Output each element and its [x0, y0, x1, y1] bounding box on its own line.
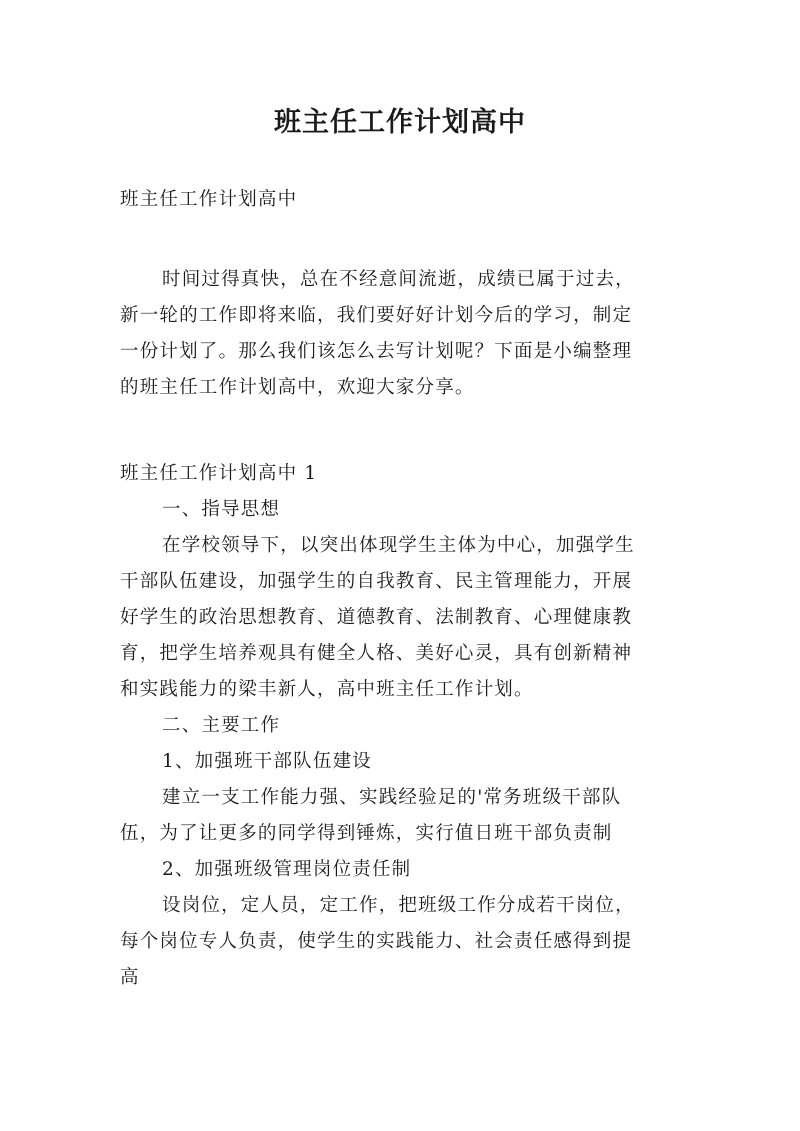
document-title: 班主任工作计划高中 [274, 107, 526, 138]
intro-line: 的班主任工作计划高中，欢迎大家分享。 [120, 377, 475, 398]
paragraph-line: 建立一支工作能力强、实践经验足的'常务班级干部队 [162, 787, 622, 808]
item-2-title: 2、加强班级管理岗位责任制 [162, 859, 412, 880]
section-title: 班主任工作计划高中 1 [120, 463, 318, 484]
paragraph-line: 和实践能力的梁丰新人，高中班主任工作计划。 [120, 679, 534, 700]
paragraph-line: 干部队伍建设，加强学生的自我教育、民主管理能力，开展 [120, 571, 633, 592]
intro-line: 时间过得真快，总在不经意间流逝，成绩已属于过去， [162, 269, 635, 290]
paragraph-line: 好学生的政治思想教育、道德教育、法制教育、心理健康教 [120, 607, 633, 628]
paragraph-line: 在学校领导下，以突出体现学生主体为中心，加强学生 [162, 535, 635, 556]
intro-line: 一份计划了。那么我们该怎么去写计划呢？下面是小编整理 [120, 341, 633, 362]
paragraph-line: 每个岗位专人负责，使学生的实践能力、社会责任感得到提 [120, 931, 633, 952]
document-subtitle: 班主任工作计划高中 [120, 189, 298, 210]
document-body [120, 182, 686, 996]
paragraph-line: 高 [120, 967, 140, 988]
intro-line: 新一轮的工作即将来临，我们要好好计划今后的学习，制定 [120, 305, 633, 326]
paragraph-line: 育，把学生培养观具有健全人格、美好心灵，具有创新精神 [120, 643, 633, 664]
paragraph-line: 设岗位，定人员，定工作，把班级工作分成若干岗位， [162, 895, 635, 916]
heading-main-work: 二、主要工作 [162, 715, 281, 736]
spacer [120, 218, 686, 262]
paragraph-line: 伍，为了让更多的同学得到锤炼，实行值日班干部负责制 [120, 823, 613, 844]
spacer [120, 406, 686, 456]
item-1-title: 1、加强班干部队伍建设 [162, 751, 372, 772]
heading-guiding-thought: 一、指导思想 [162, 499, 281, 520]
